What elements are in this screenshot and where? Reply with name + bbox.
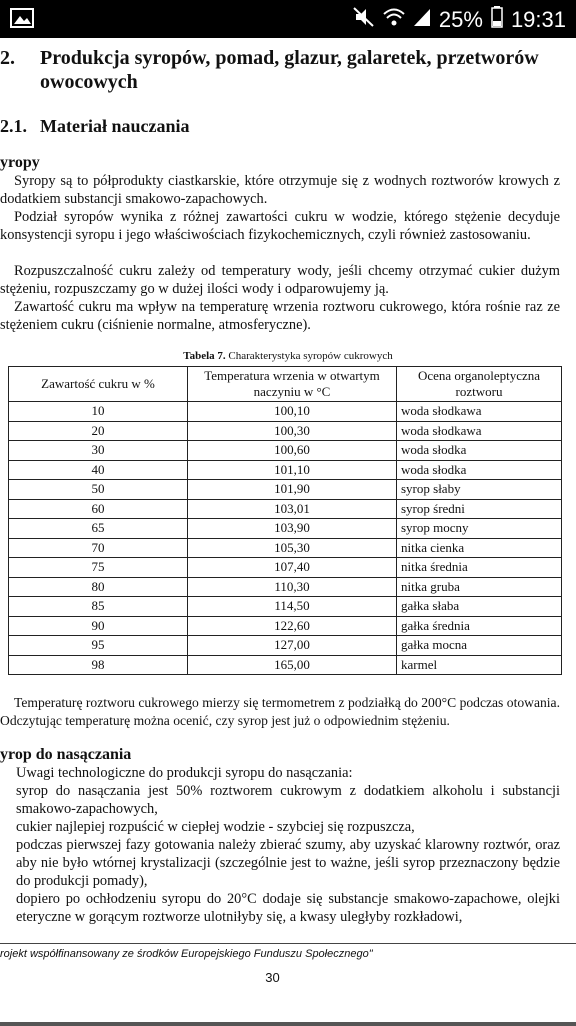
paragraph: Rozpuszczalność cukru zależy od temperatury wody, jeśli chcemy otrzymać cukier dużym stężeniu, rozpuszczamy go w dużej ilości wody i odparowujemy ją. <box>0 263 560 297</box>
paragraph: Syropy są to półprodukty ciastkarskie, które otrzymuje się z wodnych roztworów krowych z dodatkiem substancji smakowo-zapachowych. <box>0 173 560 207</box>
table-cell: 30 <box>9 441 188 461</box>
table-caption-label: Tabela 7. <box>183 350 226 362</box>
table-row <box>9 636 562 656</box>
table-cell: 80 <box>9 577 188 597</box>
table-row <box>9 499 562 519</box>
table-cell: 75 <box>9 558 188 578</box>
table-cell: nitka cienka <box>397 538 562 558</box>
table-cell: 70 <box>9 538 188 558</box>
section-title: Materiał nauczania <box>40 116 190 136</box>
table-cell: 110,30 <box>188 577 397 597</box>
table-row <box>9 558 562 578</box>
table-row <box>9 519 562 539</box>
chapter-number: 2. <box>0 47 15 69</box>
clock: 19:31 <box>510 7 566 32</box>
list-item: Uwagi technologiczne do produkcji syropu do nasączania: <box>16 765 353 781</box>
status-bar <box>0 0 576 38</box>
table-cell: 105,30 <box>188 538 397 558</box>
paragraph: Zawartość cukru ma wpływ na temperaturę wrzenia roztworu cukrowego, która rośnie raz ze stężeniem cukru (ciśnienie normalne, atmosferyczne). <box>0 299 560 333</box>
table-caption <box>0 350 576 362</box>
table-row <box>9 577 562 597</box>
table-cell: 95 <box>9 636 188 656</box>
table-cell: 10 <box>9 402 188 422</box>
table-row <box>9 441 562 461</box>
table-cell: 65 <box>9 519 188 539</box>
paragraph: Podział syropów wynika z różnej zawartości cukru w wodzie, którego stężenie decyduje konsystencji syropu i jego właściwościach fizykochemicznych, czyli również zastosowaniu. <box>0 209 560 243</box>
chapter-title: Produkcja syropów, pomad, glazur, galaretek, przetworów owocowych <box>40 47 539 93</box>
table-row <box>9 538 562 558</box>
column-header: Ocena organoleptyczna roztworu <box>397 367 562 402</box>
signal-icon <box>413 7 431 33</box>
page-edge <box>0 1022 576 1026</box>
table-cell: gałka słaba <box>397 597 562 617</box>
paragraph: Temperaturę roztworu cukrowego mierzy się termometrem z podziałką do 200°C podczas otowania. Odczytując temperaturę można ocenić, czy syrop jest już o odpowiednim stężeniu. <box>0 695 560 728</box>
table-cell: 127,00 <box>188 636 397 656</box>
list-item: cukier najlepiej rozpuścić w ciepłej wodzie - szybciej się rozpuszcza, <box>16 819 415 835</box>
table-cell: 101,90 <box>188 480 397 500</box>
table-row <box>9 460 562 480</box>
table-cell: syrop słaby <box>397 480 562 500</box>
table-row <box>9 402 562 422</box>
table-cell: syrop średni <box>397 499 562 519</box>
column-header: Zawartość cukru w % <box>9 367 188 402</box>
table-cell: 100,30 <box>188 421 397 441</box>
list-item: dopiero po ochłodzeniu syropu do 20°C dodaje się substancje smakowo-zapachowe, olejki eteryczne w gorącym roztworze ulotniłyby się, a kwasy uległyby rozkładowi, <box>16 891 560 925</box>
battery-icon <box>491 6 503 34</box>
syrups-heading: yropy <box>0 154 40 171</box>
table-cell: 165,00 <box>188 655 397 675</box>
table-cell: 98 <box>9 655 188 675</box>
table-cell: 85 <box>9 597 188 617</box>
table-cell: karmel <box>397 655 562 675</box>
list-item: podczas pierwszej fazy gotowania należy zbierać szumy, aby uzyskać klarowny roztwór, oraz aby nie było wtórnej krystalizacji (szczególnie jest to ważne, jeśli syrop przeznaczony będzie do produkcji pomady), <box>16 837 560 889</box>
section-heading <box>0 116 190 137</box>
table-cell: gałka średnia <box>397 616 562 636</box>
table-cell: 60 <box>9 499 188 519</box>
list-item: syrop do nasączania jest 50% roztworem cukrowym z dodatkiem alkoholu i substancji smakowo-zapachowych, <box>16 783 560 817</box>
table-cell: woda słodka <box>397 460 562 480</box>
mute-icon <box>353 7 375 33</box>
wifi-icon <box>383 7 405 33</box>
table-cell: 103,90 <box>188 519 397 539</box>
table-cell: 40 <box>9 460 188 480</box>
table-cell: woda słodkawa <box>397 402 562 422</box>
table-cell: 122,60 <box>188 616 397 636</box>
table-header-row <box>9 367 562 402</box>
table-cell: nitka średnia <box>397 558 562 578</box>
table-cell: 20 <box>9 421 188 441</box>
table-row <box>9 616 562 636</box>
battery-label: 25% <box>438 7 483 32</box>
table-cell: 107,40 <box>188 558 397 578</box>
column-header: Temperatura wrzenia w otwartym naczyniu w °C <box>188 367 397 402</box>
soaking-syrup-heading: yrop do nasączania <box>0 746 132 763</box>
section-number: 2.1. <box>0 116 27 136</box>
document-page[interactable] <box>0 38 576 1024</box>
table-caption-text: Charakterystyka syropów cukrowych <box>228 350 393 362</box>
table-row <box>9 480 562 500</box>
table-cell: 100,10 <box>188 402 397 422</box>
table-cell: 114,50 <box>188 597 397 617</box>
table-cell: 101,10 <box>188 460 397 480</box>
table-cell: 100,60 <box>188 441 397 461</box>
page-footer <box>0 943 576 1004</box>
syrup-table <box>8 366 562 675</box>
table-cell: 50 <box>9 480 188 500</box>
table-cell: 90 <box>9 616 188 636</box>
footer-note: rojekt współfinansowany ze środków Europejskiego Funduszu Społecznego" <box>0 948 373 960</box>
table-cell: woda słodka <box>397 441 562 461</box>
table-cell: gałka mocna <box>397 636 562 656</box>
table-cell: woda słodkawa <box>397 421 562 441</box>
table-row <box>9 597 562 617</box>
table-row <box>9 655 562 675</box>
table-row <box>9 421 562 441</box>
table-cell: 103,01 <box>188 499 397 519</box>
table-cell: syrop mocny <box>397 519 562 539</box>
image-icon <box>10 8 34 33</box>
table-cell: nitka gruba <box>397 577 562 597</box>
page-number: 30 <box>265 970 280 985</box>
